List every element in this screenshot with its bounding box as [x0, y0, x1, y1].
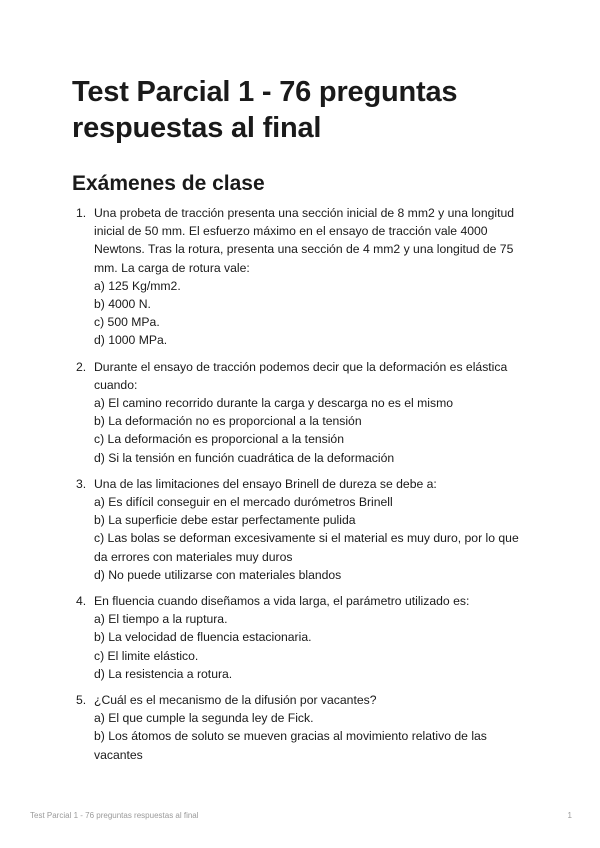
question-number: 2. — [76, 359, 87, 374]
answer-option: b) Los átomos de soluto se mueven gracias al movimiento relativo de las vacantes — [94, 729, 487, 762]
question-number: 3. — [76, 476, 87, 491]
answer-option: b) La deformación no es proporcional a la tensión — [94, 414, 362, 429]
question-item — [72, 475, 526, 584]
answer-option: a) 125 Kg/mm2. — [94, 278, 181, 293]
page-title: Test Parcial 1 - 76 preguntas respuestas al final — [72, 76, 458, 144]
question-item — [72, 592, 526, 683]
question-text: Una de las limitaciones del ensayo Brinell de dureza se debe a: — [94, 476, 437, 491]
answer-option: a) El camino recorrido durante la carga y descarga no es el mismo — [94, 396, 454, 411]
question-number: 4. — [76, 594, 87, 609]
answer-option: c) La deformación es proporcional a la tensión — [94, 432, 344, 447]
answer-option: a) El tiempo a la ruptura. — [94, 612, 228, 627]
section-title: Exámenes de clase — [72, 172, 265, 195]
answer-option: d) La resistencia a rotura. — [94, 666, 233, 681]
footer-title: Test Parcial 1 - 76 preguntas respuestas al final — [30, 811, 199, 820]
question-text: En fluencia cuando diseñamos a vida larga, el parámetro utilizado es: — [94, 594, 470, 609]
answer-option: d) 1000 MPa. — [94, 333, 168, 348]
answer-option: d) Si la tensión en función cuadrática de la deformación — [94, 450, 395, 465]
question-number: 5. — [76, 693, 87, 708]
answer-option: a) El que cumple la segunda ley de Fick. — [94, 711, 314, 726]
question-number: 1. — [76, 206, 87, 220]
question-list — [72, 204, 526, 772]
page-number: 1 — [567, 811, 572, 820]
question-item — [72, 204, 526, 350]
answer-option: c) Las bolas se deforman excesivamente si el material es muy duro, por lo que da errores con materiales muy duros — [94, 531, 519, 564]
answer-option: d) No puede utilizarse con materiales blandos — [94, 567, 342, 582]
question-item — [72, 358, 526, 467]
question-text: Una probeta de tracción presenta una sección inicial de 8 mm2 y una longitud inicial de 50 mm. El esfuerzo máximo en el ensayo de tracción vale 4000 Newtons. Tras la rotura, presenta una sección de 4 mm2 y una longitud de 75 mm. La carga de rotura vale: — [94, 206, 515, 275]
question-text: ¿Cuál es el mecanismo de la difusión por vacantes? — [94, 693, 377, 708]
answer-option: c) El limite elástico. — [94, 648, 199, 663]
answer-option: b) La superficie debe estar perfectamente pulida — [94, 513, 356, 528]
question-item — [72, 691, 526, 764]
answer-option: b) 4000 N. — [94, 297, 151, 312]
answer-option: b) La velocidad de fluencia estacionaria. — [94, 630, 312, 645]
answer-option: a) Es difícil conseguir en el mercado durómetros Brinell — [94, 495, 393, 510]
answer-option: c) 500 MPa. — [94, 315, 160, 330]
question-text: Durante el ensayo de tracción podemos decir que la deformación es elástica cuando: — [94, 359, 508, 392]
page-footer — [30, 811, 572, 820]
